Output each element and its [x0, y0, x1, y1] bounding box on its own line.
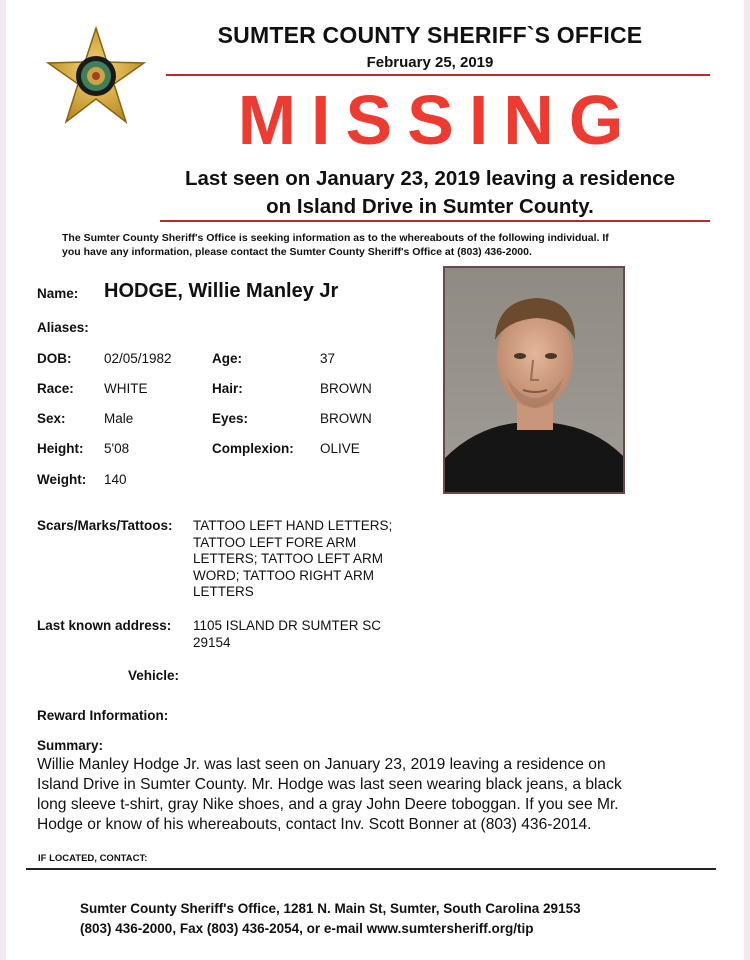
footer-line-1: Sumter County Sheriff's Office, 1281 N. Main St, Sumter, South Carolina 29153 [80, 901, 581, 916]
eyes-label: Eyes: [212, 411, 249, 426]
summary-line: long sleeve t-shirt, gray Nike shoes, and a gray John Deere toboggan. If you see Mr. [37, 796, 619, 813]
age-label: Age: [212, 351, 242, 366]
contact-label: IF LOCATED, CONTACT: [38, 853, 148, 864]
address-line: 29154 [193, 634, 231, 650]
sex-label: Sex: [37, 411, 66, 426]
last-seen-statement [150, 165, 710, 221]
divider-middle [160, 220, 710, 222]
address-value [193, 618, 381, 651]
sheriff-star-badge-icon [44, 26, 148, 126]
eyes-value: BROWN [320, 411, 372, 426]
name-label: Name: [37, 286, 79, 301]
marks-value [193, 518, 392, 601]
dob-value: 02/05/1982 [104, 351, 172, 366]
height-label: Height: [37, 441, 84, 456]
last-seen-line-2: on Island Drive in Sumter County. [266, 195, 594, 218]
intro-paragraph [62, 231, 710, 259]
sex-value: Male [104, 411, 134, 426]
marks-line: LETTERS [193, 584, 254, 599]
agency-title: SUMTER COUNTY SHERIFF`S OFFICE [217, 22, 643, 48]
intro-line-1: The Sumter County Sheriff's Office is seeking information as to the whereabouts of the following individual. If [62, 232, 609, 244]
footer-contact [80, 899, 680, 939]
weight-label: Weight: [37, 472, 87, 487]
hair-label: Hair: [212, 381, 243, 396]
race-label: Race: [37, 381, 74, 396]
aliases-label: Aliases: [37, 320, 89, 335]
complexion-label: Complexion: [212, 441, 294, 456]
divider-bottom [26, 868, 716, 870]
age-value: 37 [320, 351, 336, 366]
reward-label: Reward Information: [37, 708, 169, 723]
summary-line: Willie Manley Hodge Jr. was last seen on January 23, 2019 leaving a residence on [37, 756, 606, 773]
divider-top [166, 74, 710, 76]
marks-line: TATTOO LEFT HAND LETTERS; [193, 518, 393, 533]
last-seen-line-1: Last seen on January 23, 2019 leaving a residence [185, 167, 675, 190]
poster-date: February 25, 2019 [366, 54, 494, 71]
name-value: HODGE, Willie Manley Jr [104, 280, 339, 302]
weight-value: 140 [104, 472, 127, 487]
height-value: 5'08 [104, 441, 130, 456]
marks-line: WORD; TATTOO RIGHT ARM [193, 567, 375, 583]
address-label: Last known address: [37, 618, 172, 633]
missing-headline: MISSING [237, 81, 639, 159]
footer-line-2: (803) 436-2000, Fax (803) 436-2054, or e-mail www.sumtersheriff.org/tip [80, 921, 534, 936]
race-value: WHITE [104, 381, 148, 396]
vehicle-label: Vehicle: [128, 668, 180, 683]
summary-line: Hodge or know of his whereabouts, contact Inv. Scott Bonner at (803) 436-2014. [37, 816, 592, 833]
address-line: 1105 ISLAND DR SUMTER SC [193, 618, 382, 633]
complexion-value: OLIVE [320, 441, 360, 456]
summary-text [37, 755, 657, 835]
summary-label: Summary: [37, 738, 104, 753]
mugshot-photo [443, 266, 625, 494]
marks-label: Scars/Marks/Tattoos: [37, 518, 173, 533]
hair-value: BROWN [320, 381, 372, 396]
page-border-left [0, 0, 6, 960]
marks-line: TATTOO LEFT FORE ARM [193, 534, 357, 550]
intro-line-2: you have any information, please contact the Sumter County Sheriff's Office at (803) 436-2000. [62, 246, 532, 258]
summary-line: Island Drive in Sumter County. Mr. Hodge was last seen wearing black jeans, a black [37, 776, 622, 793]
page-border-right [744, 0, 750, 960]
marks-line: LETTERS; TATTOO LEFT ARM [193, 551, 384, 566]
dob-label: DOB: [37, 351, 72, 366]
